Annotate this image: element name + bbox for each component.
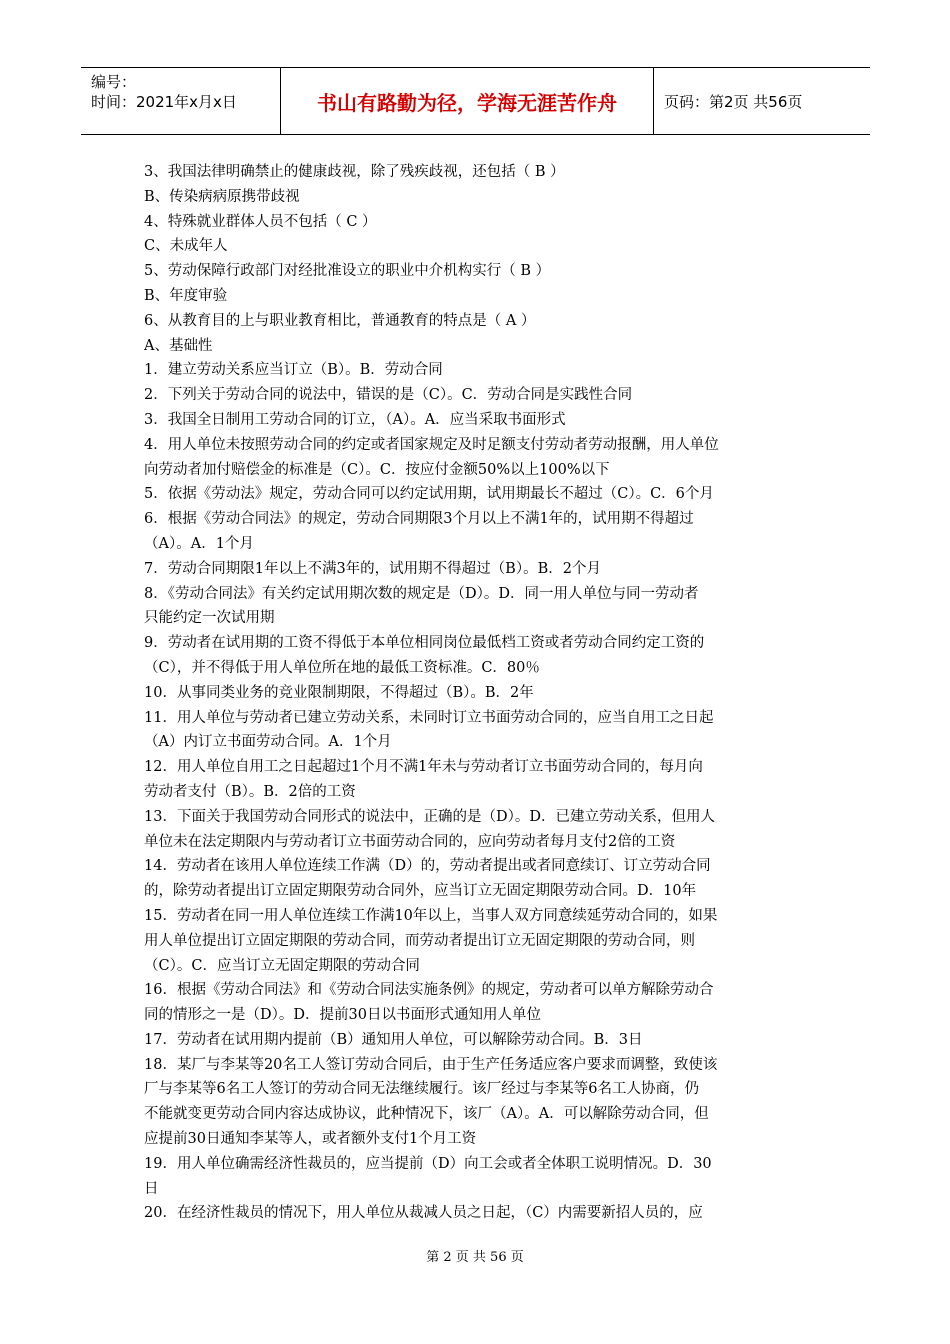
text-line: 18．某厂与李某等20名工人签订劳动合同后，由于生产任务适应客户要求而调整，致使该 bbox=[144, 1056, 718, 1073]
text-line: 15．劳动者在同一用人单位连续工作满10年以上，当事人双方同意续延劳动合同的，如果 bbox=[144, 907, 718, 924]
body-text bbox=[144, 160, 812, 1226]
text-line: 2．下列关于劳动合同的说法中，错误的是（C）。C．劳动合同是实践性合同 bbox=[144, 387, 633, 404]
number-label: 编号： bbox=[91, 73, 137, 91]
text-line: 10．从事同类业务的竞业限制期限，不得超过（B）。B．2年 bbox=[144, 684, 534, 701]
text-line: 12．用人单位自用工之日起超过1个月不满1年未与劳动者订立书面劳动合同的，每月向 bbox=[144, 759, 703, 776]
page-header bbox=[81, 67, 870, 135]
text-line: 8．《劳动合同法》有关约定试用期次数的规定是（D）。D．同一用人单位与同一劳动者 bbox=[144, 585, 699, 602]
text-line: 向劳动者加付赔偿金的标准是（C）。C．按应付金额50%以上100%以下 bbox=[144, 461, 610, 478]
text-line: 7．劳动合同期限1年以上不满3年的，试用期不得超过（B）。B．2个月 bbox=[144, 560, 601, 577]
text-line: 应提前30日通知李某等人，或者额外支付1个月工资 bbox=[144, 1131, 477, 1148]
text-line: 14．劳动者在该用人单位连续工作满（D）的，劳动者提出或者同意续订、订立劳动合同 bbox=[144, 858, 711, 875]
text-line: 用人单位提出订立固定期限的劳动合同，而劳动者提出订立无固定期限的劳动合同，则 bbox=[144, 932, 695, 949]
text-line: 17．劳动者在试用期内提前（B）通知用人单位，可以解除劳动合同。B．3日 bbox=[144, 1031, 643, 1048]
text-line: 日 bbox=[144, 1180, 159, 1197]
text-line: （A）内订立书面劳动合同。A．1个月 bbox=[144, 734, 392, 751]
text-line: 5．依据《劳动法》规定，劳动合同可以约定试用期，试用期最长不超过（C）。C．6个月 bbox=[144, 486, 714, 503]
text-line: 19．用人单位确需经济性裁员的，应当提前（D）向工会或者全体职工说明情况。D．30 bbox=[144, 1155, 712, 1172]
text-line: （A）。A．1个月 bbox=[144, 535, 254, 552]
date-label: 时间：2021年x月x日 bbox=[91, 93, 237, 111]
text-line: 劳动者支付（B）。B．2倍的工资 bbox=[144, 783, 356, 800]
text-line: 20．在经济性裁员的情况下，用人单位从裁减人员之日起，（C）内需要新招人员的，应 bbox=[144, 1205, 703, 1222]
text-line: 1．建立劳动关系应当订立（B）。B．劳动合同 bbox=[144, 362, 443, 379]
text-line: （C），并不得低于用人单位所在地的最低工资标准。C．80％ bbox=[144, 659, 540, 676]
text-line: （C）。C．应当订立无固定期限的劳动合同 bbox=[144, 957, 420, 974]
text-line: 4．用人单位未按照劳动合同的约定或者国家规定及时足额支付劳动者劳动报酬，用人单位 bbox=[144, 436, 719, 453]
text-line: 同的情形之一是（D）。D．提前30日以书面形式通知用人单位 bbox=[144, 1007, 541, 1024]
header-page-info: 页码：第2页 共56页 bbox=[664, 92, 803, 111]
text-line: 的，除劳动者提出订立固定期限劳动合同外，应当订立无固定期限劳动合同。D．10年 bbox=[144, 883, 697, 900]
text-line: 9．劳动者在试用期的工资不得低于本单位相同岗位最低档工资或者劳动合同约定工资的 bbox=[144, 635, 705, 652]
text-line: 4、特殊就业群体人员不包括（ C ） bbox=[144, 213, 377, 230]
text-line: 6．根据《劳动合同法》的规定，劳动合同期限3个月以上不满1年的，试用期不得超过 bbox=[144, 511, 694, 528]
text-line: 厂与李某等6名工人签订的劳动合同无法继续履行。该厂经过与李某等6名工人协商，仍 bbox=[144, 1081, 699, 1098]
page-footer: 第 2 页 共 56 页 bbox=[426, 1250, 524, 1265]
text-line: 11．用人单位与劳动者已建立劳动关系，未同时订立书面劳动合同的，应当自用工之日起 bbox=[144, 709, 714, 726]
header-meta bbox=[81, 68, 281, 134]
text-line: 只能约定一次试用期 bbox=[144, 610, 275, 627]
text-line: A、基础性 bbox=[144, 337, 213, 354]
header-motto: 书山有路勤为径，学海无涯苦作舟 bbox=[281, 68, 654, 134]
text-line: 6、从教育目的上与职业教育相比，普通教育的特点是（ A ） bbox=[144, 312, 536, 329]
text-line: 5、劳动保障行政部门对经批准设立的职业中介机构实行（ B ） bbox=[144, 263, 551, 280]
text-line: 单位未在法定期限内与劳动者订立书面劳动合同的，应向劳动者每月支付2倍的工资 bbox=[144, 833, 676, 850]
text-line: B、传染病病原携带歧视 bbox=[144, 188, 300, 205]
text-line: 3．我国全日制用工劳动合同的订立，（A）。A．应当采取书面形式 bbox=[144, 411, 566, 428]
text-line: 3、我国法律明确禁止的健康歧视，除了残疾歧视，还包括（ B ） bbox=[144, 164, 565, 180]
text-line: 13．下面关于我国劳动合同形式的说法中，正确的是（D）。D．已建立劳动关系，但用人 bbox=[144, 808, 715, 825]
text-line: C、未成年人 bbox=[144, 238, 228, 255]
text-line: 16．根据《劳动合同法》和《劳动合同法实施条例》的规定，劳动者可以单方解除劳动合 bbox=[144, 982, 714, 999]
text-line: B、年度审验 bbox=[144, 287, 228, 304]
text-line: 不能就变更劳动合同内容达成协议，此种情况下，该厂（A）。A．可以解除劳动合同，但 bbox=[144, 1106, 709, 1123]
